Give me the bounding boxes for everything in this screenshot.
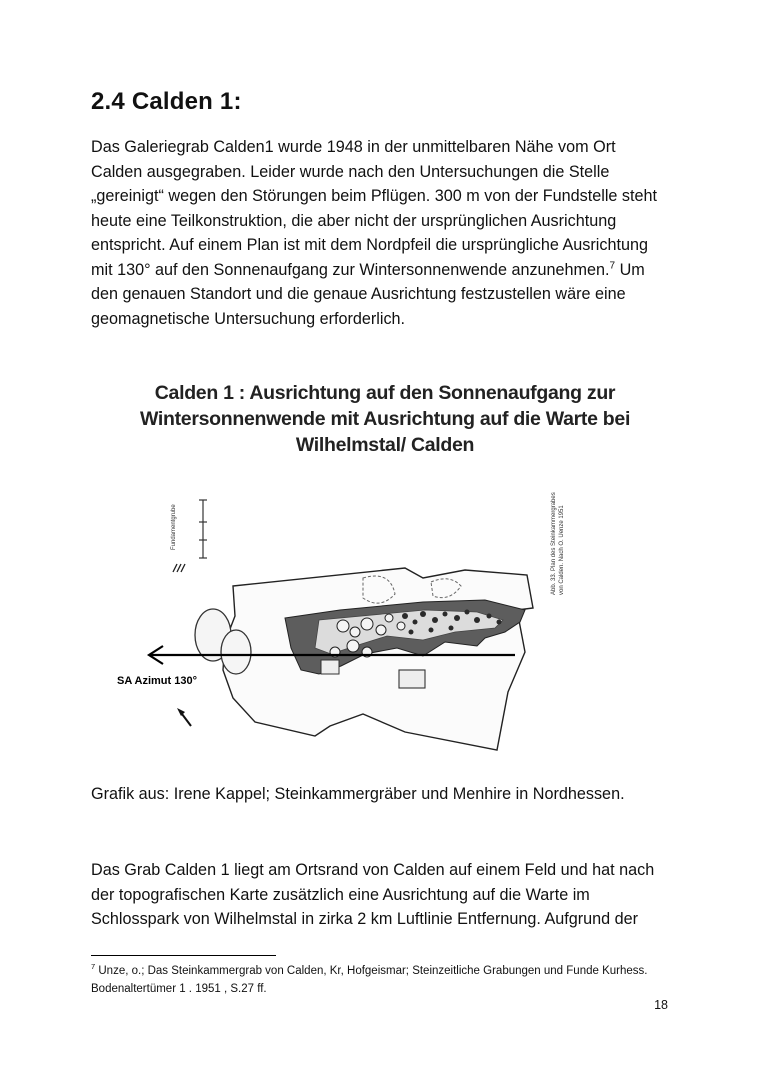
footnote-separator bbox=[91, 955, 276, 956]
plan-caption-line: von Calden. Nach O. Uenze 1951 bbox=[559, 505, 565, 595]
footnote-line bbox=[91, 962, 691, 980]
capstone-block bbox=[321, 660, 339, 674]
scale-bar bbox=[199, 500, 207, 558]
intro-paragraph bbox=[91, 135, 691, 331]
body-paragraph bbox=[91, 858, 691, 932]
paragraph-line: Das Grab Calden 1 liegt am Ortsrand von Calden auf einem Feld und hat nach bbox=[91, 861, 655, 879]
paragraph-line: Das Galeriegrab Calden1 wurde 1948 in der unmittelbaren Nähe vom Ort bbox=[91, 138, 616, 156]
figure-title bbox=[100, 380, 670, 458]
page-number: 18 bbox=[654, 998, 668, 1012]
footnote-text: Unze, o.; Das Steinkammergrab von Calden, Kr, Hofgeismar; Steinzeitliche Grabungen und Funde Kurhess. bbox=[95, 965, 648, 977]
paragraph-line: geomagnetische Untersuchung erforderlich. bbox=[91, 309, 406, 328]
figure-title-line: Wilhelmstal/ Calden bbox=[295, 434, 475, 456]
plan-caption-line: Abb. 33. Plan des Steinkammergrabes bbox=[551, 492, 557, 595]
figure-title-line: Wintersonnenwende mit Ausrichtung auf die Warte bei bbox=[139, 408, 631, 430]
footnote-line: Bodenaltertümer 1 . 1951 , S.27 ff. bbox=[91, 983, 267, 995]
paragraph-line: „gereinigt“ wegen den Störungen beim Pflügen. 300 m von der Fundstelle steht bbox=[91, 187, 658, 205]
stone-left-2 bbox=[221, 630, 251, 674]
scale-label: Fundamentgrube bbox=[171, 504, 177, 550]
paragraph-line: Calden ausgegraben. Leider wurde nach den Untersuchungen die Stelle bbox=[91, 162, 610, 181]
paragraph-line bbox=[91, 258, 691, 283]
excavation-outline bbox=[223, 568, 533, 750]
figure-caption: Grafik aus: Irene Kappel; Steinkammergräber und Menhire in Nordhessen. bbox=[91, 785, 625, 803]
grave-plan-figure bbox=[105, 470, 595, 755]
figure-title-line: Calden 1 : Ausrichtung auf den Sonnenaufgang zur bbox=[154, 382, 616, 404]
capstone-block bbox=[399, 670, 425, 688]
footnote-reference[interactable]: 7 bbox=[609, 260, 616, 272]
paragraph-line: den genauen Standort und die genaue Ausrichtung festzustellen wäre eine bbox=[91, 285, 626, 303]
hatch-symbol bbox=[173, 564, 185, 572]
paragraph-line: Schlosspark von Wilhelmstal in zirka 2 km Luftlinie Entfernung. Aufgrund der bbox=[91, 910, 639, 928]
paragraph-line: der topografischen Karte zusätzlich eine Ausrichtung auf die Warte im bbox=[91, 885, 590, 904]
azimuth-label: SA Azimut 130° bbox=[117, 675, 197, 687]
north-arrow-icon bbox=[177, 708, 191, 726]
paragraph-line: entspricht. Auf einem Plan ist mit dem Nordpfeil die ursprüngliche Ausrichtung bbox=[91, 236, 648, 254]
footnote-marker: 7 bbox=[91, 962, 96, 972]
paragraph-line-tail: Um bbox=[615, 260, 645, 279]
paragraph-line-text: mit 130° auf den Sonnenaufgang zur Wintersonnenwende anzunehmen. bbox=[91, 260, 610, 279]
footnote bbox=[91, 962, 691, 998]
paragraph-line: heute eine Teilkonstruktion, die aber nicht der ursprünglichen Ausrichtung bbox=[91, 211, 617, 230]
section-heading: 2.4 Calden 1: bbox=[91, 88, 242, 115]
grave-plan-drawing bbox=[105, 470, 595, 755]
